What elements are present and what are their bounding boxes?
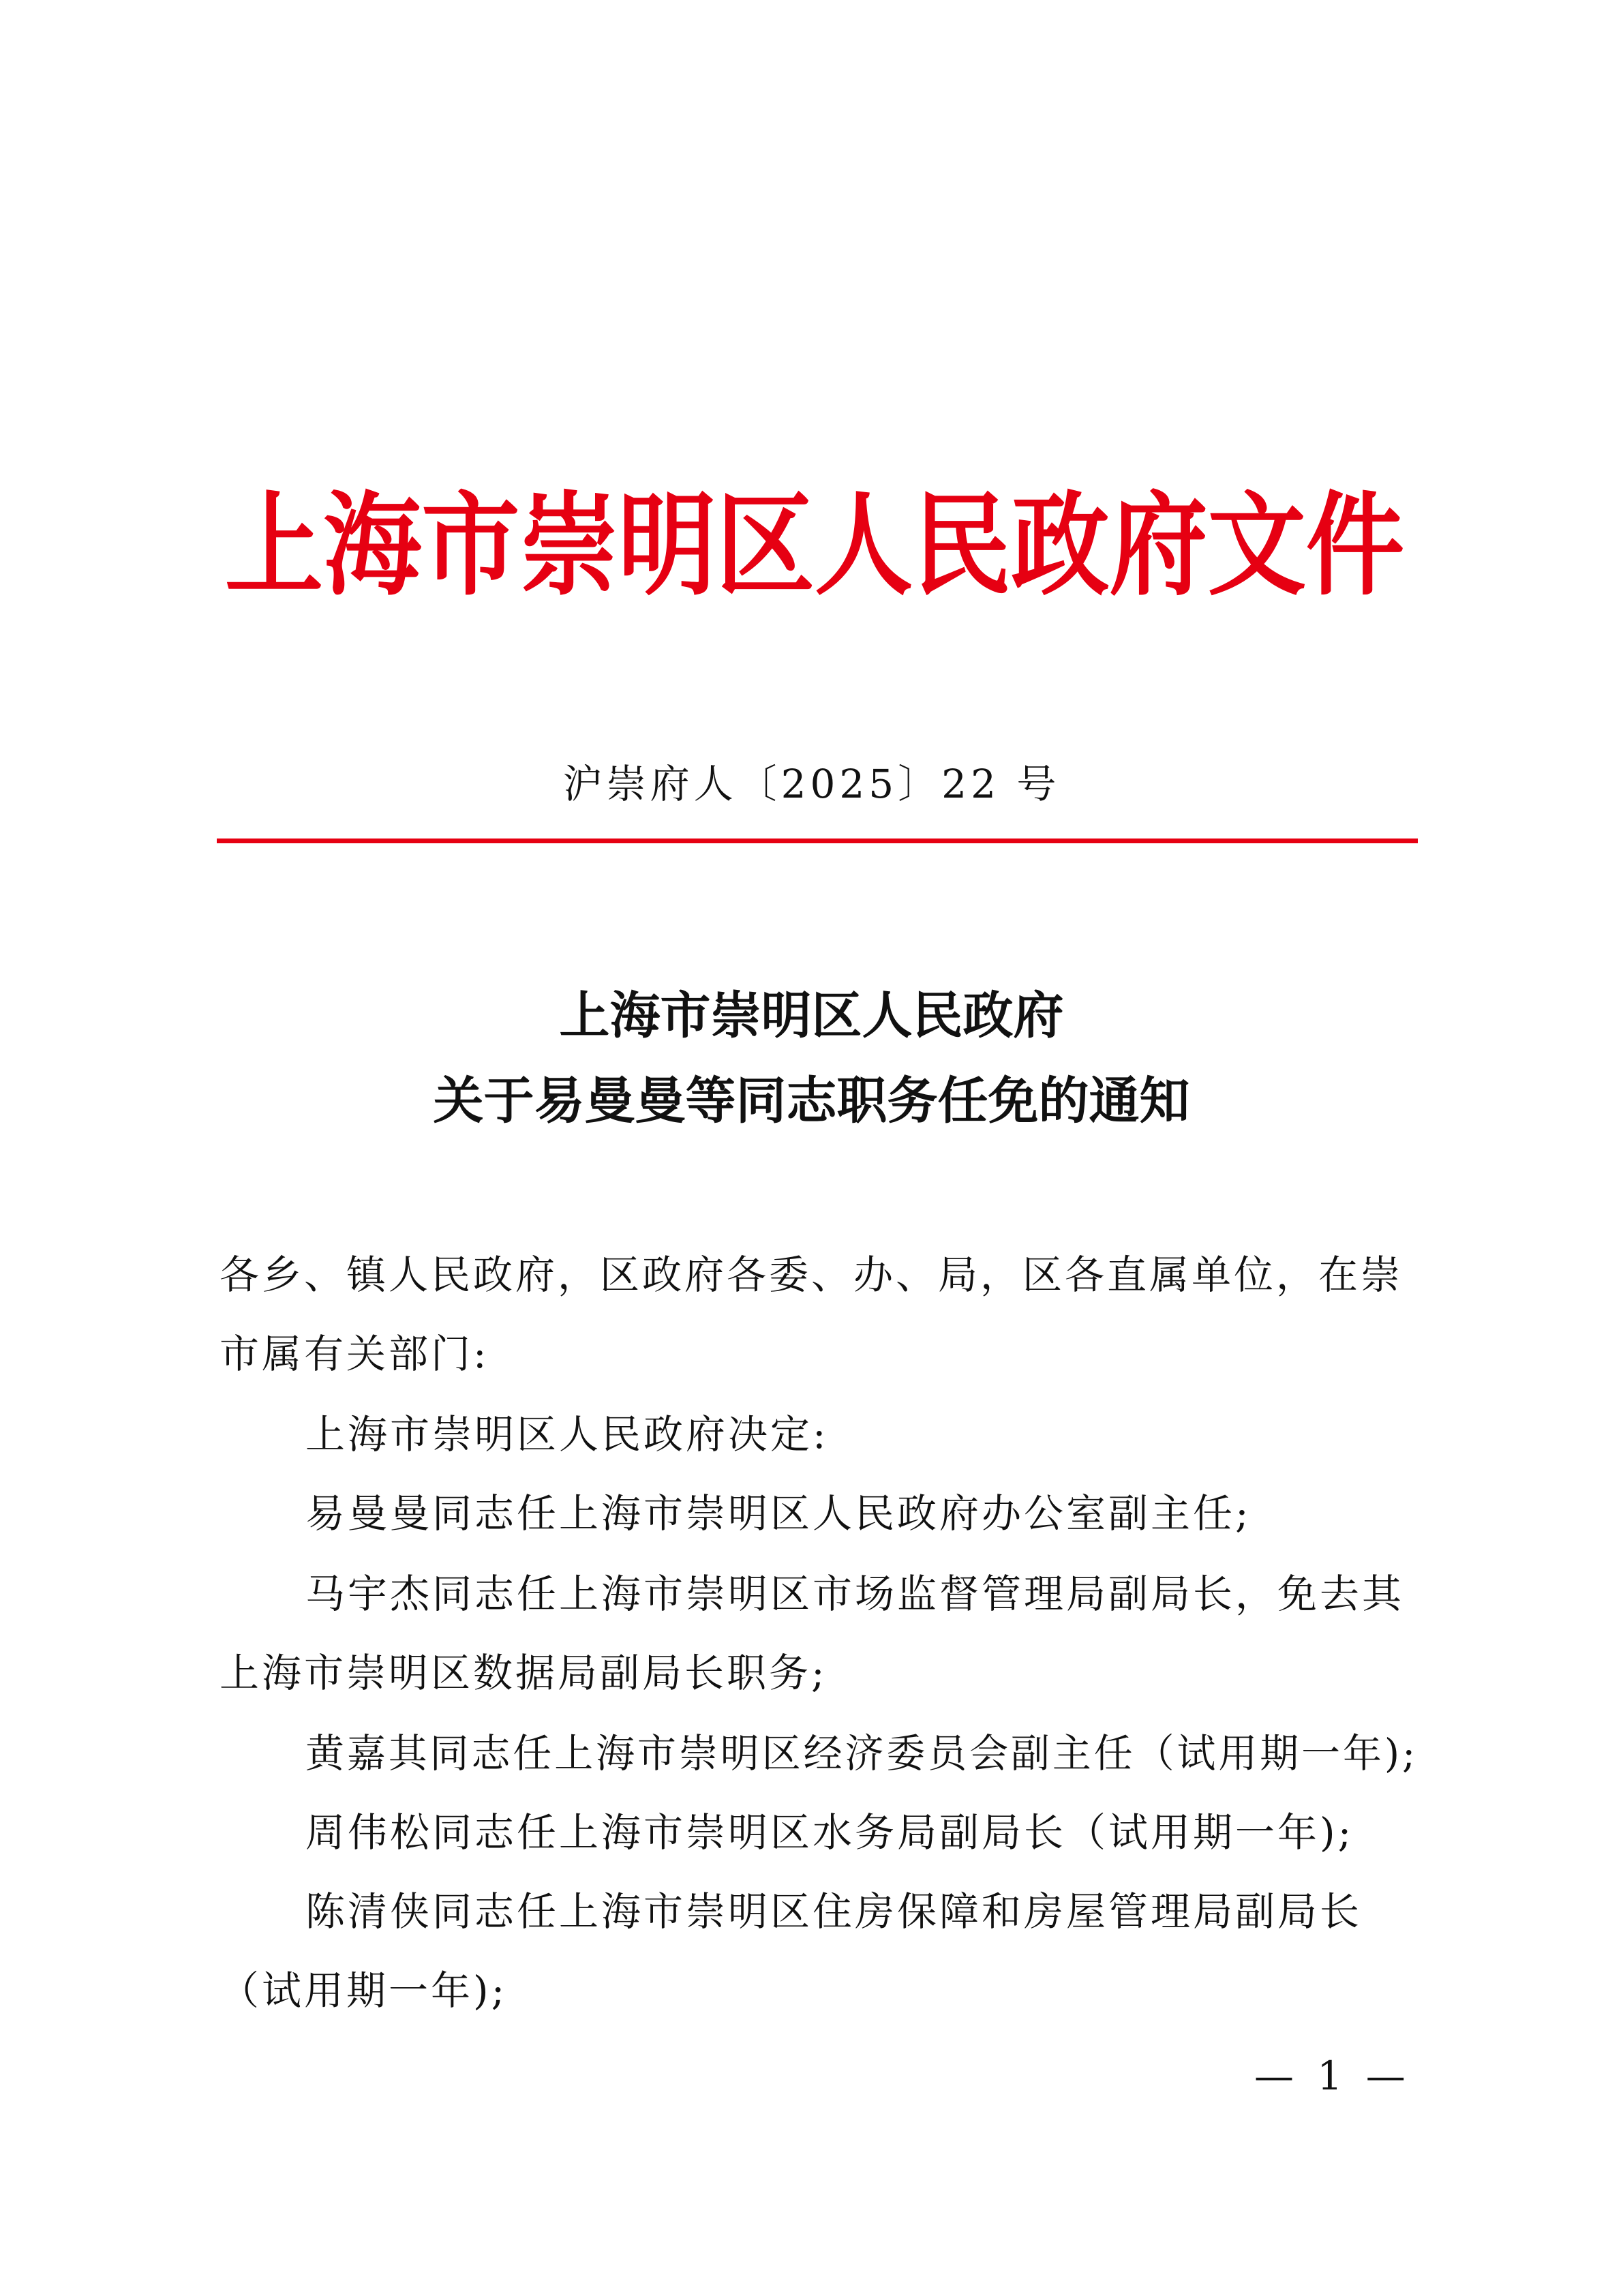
decision-line: 上海市崇明区人民政府决定: — [305, 1411, 829, 1457]
page-number: — 1 — — [1254, 2053, 1411, 2099]
appointment-item-2-line-2: 上海市崇明区数据局副局长职务; — [219, 1650, 828, 1696]
appointment-item-2-line-1: 马宇杰同志任上海市崇明区市场监督管理局副局长，免去其 — [305, 1571, 1405, 1617]
salutation-line-1: 各乡、镇人民政府，区政府各委、办、局，区各直属单位，在崇 — [219, 1252, 1404, 1298]
appointment-item-1: 易曼曼同志任上海市崇明区人民政府办公室副主任; — [305, 1490, 1252, 1537]
document-number: 沪崇府人〔2025〕22 号 — [562, 761, 1061, 807]
appointment-item-4: 周伟松同志任上海市崇明区水务局副局长（试用期一年); — [305, 1809, 1354, 1856]
appointment-item-5-line-2: （试用期一年); — [219, 1967, 508, 2014]
notice-title-line-1: 上海市崇明区人民政府 — [559, 986, 1064, 1045]
appointment-item-3: 黄嘉其同志任上海市崇明区经济委员会副主任（试用期一年); — [305, 1730, 1419, 1777]
salutation-line-2: 市属有关部门: — [219, 1331, 489, 1377]
appointment-item-5-line-1: 陈清侠同志任上海市崇明区住房保障和房屋管理局副局长 — [305, 1888, 1363, 1935]
document-header-title: 上海市崇明区人民政府文件 — [225, 479, 1405, 611]
notice-title-line-2: 关于易曼曼等同志职务任免的通知 — [433, 1072, 1190, 1130]
red-divider-rule — [217, 839, 1418, 843]
